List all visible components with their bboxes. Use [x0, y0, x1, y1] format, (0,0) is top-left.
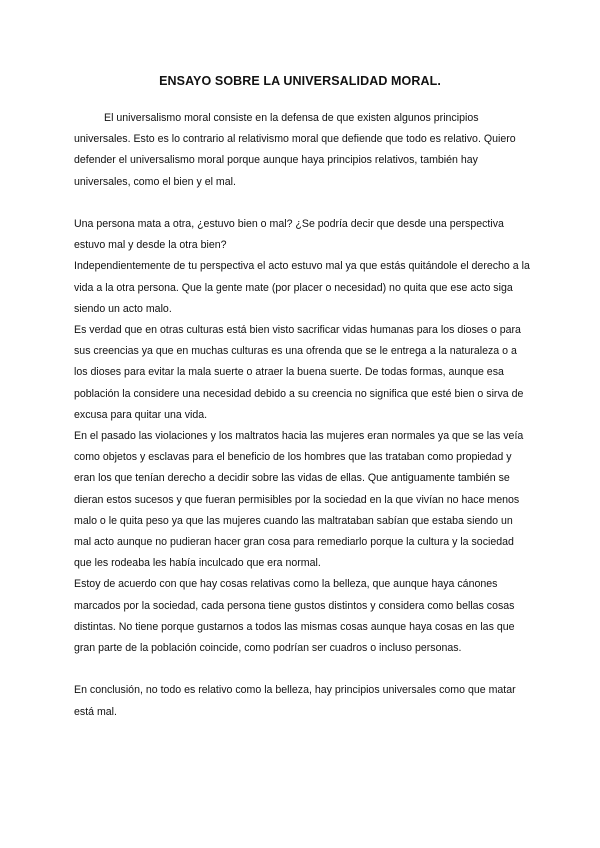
paragraph-conclusion: En conclusión, no todo es relativo como la belleza, hay principios universales como que matar está mal. [74, 684, 516, 718]
paragraph-intro: El universalismo moral consiste en la defensa de que existen algunos principios universales. Esto es lo contrario al relativismo moral que defiende que todo es relativo. Quiero defender el universalismo moral porque aunque haya principios relativos, también hay universales, como el bien y el mal. [74, 112, 516, 188]
document-title: ENSAYO SOBRE LA UNIVERSALIDAD MORAL. [159, 74, 441, 88]
essay-body [74, 108, 532, 723]
paragraph-beauty: Estoy de acuerdo con que hay cosas relativas como la belleza, que aunque haya cánones marcados por la sociedad, cada persona tiene gustos distintos y considera como bellas cosas distintas. No tiene porque gustarnos a todos las mismas cosas aunque haya cosas en las que gran parte de la población coincide, como podrían ser cuadros o incluso personas. [74, 578, 515, 655]
paragraph-question: Una persona mata a otra, ¿estuvo bien o mal? ¿Se podría decir que desde una perspectiva estuvo mal y desde la otra bien? [74, 218, 504, 252]
paragraph-cultures: Es verdad que en otras culturas está bien visto sacrificar vidas humanas para los dioses o para sus creencias ya que en muchas culturas es una ofrenda que se le entrega a la naturaleza o a los dioses para evitar la mala suerte o atraer la buena suerte. De todas formas, aunque esa población la considere una necesidad debido a su creencia no significa que esté bien o sirva de excusa para quitar una vida. [74, 324, 524, 421]
paragraph-perspective: Independientemente de tu perspectiva el acto estuvo mal ya que estás quitándole el derecho a la vida a la otra persona. Que la gente mate (por placer o necesidad) no quita que ese acto siga siendo un acto malo. [74, 260, 530, 315]
paragraph-past: En el pasado las violaciones y los maltratos hacia las mujeres eran normales ya que se las veía como objetos y esclavas para el beneficio de los hombres que las trataban como propiedad y eran los que tenían derecho a decidir sobre las vidas de ellas. Que antiguamente también se dieran estos sucesos y que fueran permisibles por la sociedad en la que vivían no hace menos malo o le quita peso ya que las mujeres cuando las maltrataban sabían que estaba siendo un mal acto aunque no pudieran hacer gran cosa para remediarlo porque la cultura y la sociedad que les rodeaba les había inculcado que era normal. [74, 430, 524, 570]
